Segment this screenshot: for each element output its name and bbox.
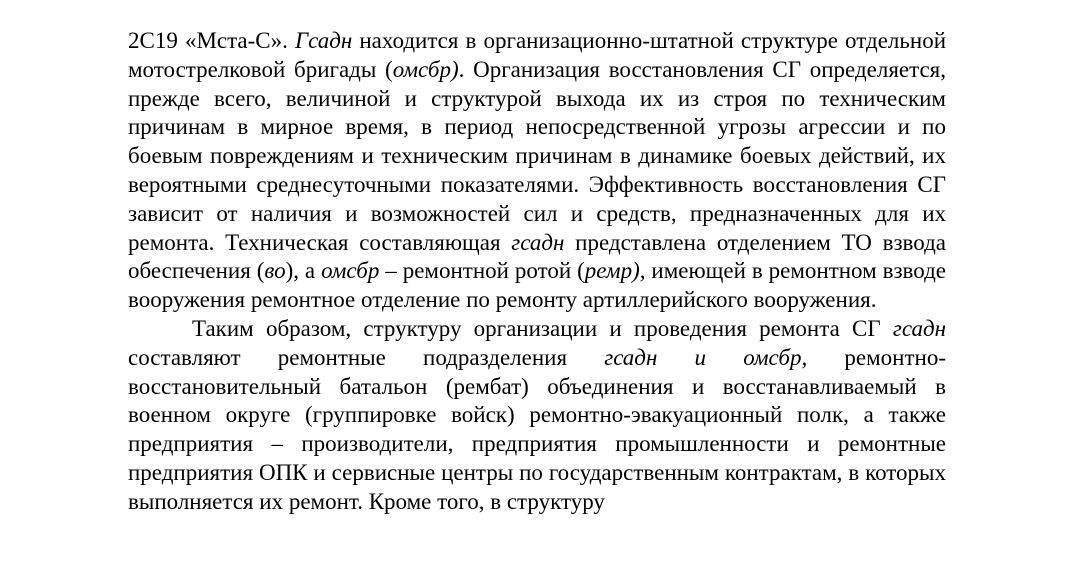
text-segment: ремонтно-восстановительный батальон (рембат) объединения и восстанавливаемый в военном округе (группировке войск) ремонтно-эвакуационный полк, а также предприятия – производители, предприятия промышленности и ремонтные предприятия ОПК и сервисные центры по государственным контрактам, в которых выполняется их ремонт. Кроме того, в структуру — [128, 344, 947, 514]
text-segment: – ремонтной ротой ( — [379, 258, 585, 284]
paragraph-1 — [128, 27, 946, 315]
italic-segment: Гсадн — [295, 28, 353, 53]
text-segment: ), а — [285, 258, 322, 284]
text-segment: 2С19 «Мста-С». — [128, 28, 295, 53]
italic-segment: гсадн — [892, 315, 946, 341]
italic-segment: омсбр — [321, 258, 380, 284]
text-segment: Таким образом, структуру организации и проведения ремонта СГ — [192, 315, 893, 341]
italic-segment: ремр), — [584, 258, 646, 284]
text-segment: находится в организационно-штатной структуре отдельной мотострелковой бригады ( — [128, 28, 946, 82]
italic-segment: во — [264, 258, 286, 284]
paragraph-2 — [128, 315, 946, 517]
text-segment: представлена отделением ТО взвода обеспечения ( — [128, 229, 946, 284]
text-segment: составляют ремонтные подразделения — [128, 344, 605, 370]
italic-segment: гсадн — [511, 229, 565, 255]
text-segment: имеющей в ремонтном взводе вооружения ремонтное отделение по ремонту артиллерийского вооружения. — [128, 258, 946, 313]
document-page — [128, 27, 946, 517]
italic-segment: омсбр) — [392, 56, 459, 82]
text-segment: . Организация восстановления СГ определяется, прежде всего, величиной и структурой выхода их из строя по техническим причинам в мирное время, в период непосредственной угрозы агрессии и по боевым повреждениям и техническим причинам в динамике боевых действий, их вероятными среднесуточными показателями. Эффективность восстановления СГ зависит от наличия и возможностей сил и средств, предназначенных для их ремонта. Техническая составляющая — [128, 56, 946, 255]
italic-segment: гсадн и омсбр, — [604, 344, 808, 370]
